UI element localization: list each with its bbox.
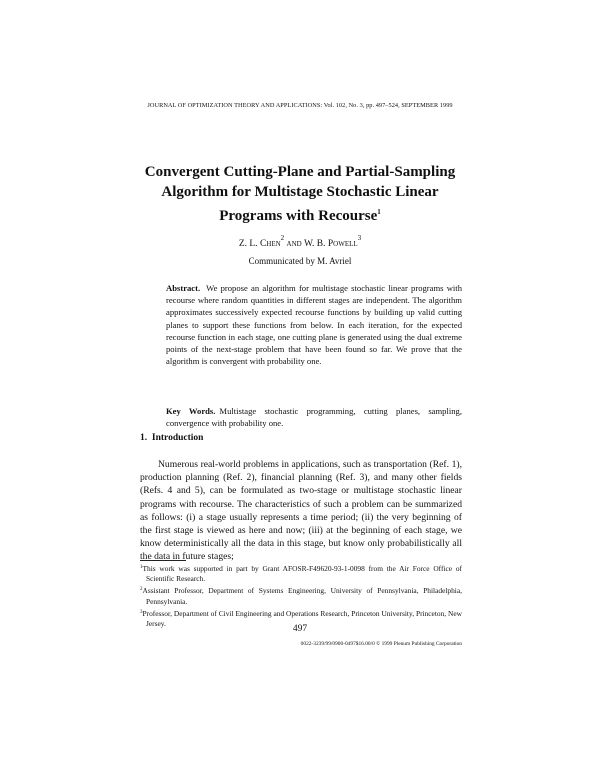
section-title: Introduction bbox=[151, 433, 204, 443]
communicated-by: Communicated by M. Avriel bbox=[248, 256, 352, 266]
author-2-initials: W. B. bbox=[303, 239, 326, 249]
running-head: JOURNAL OF OPTIMIZATION THEORY AND APPLICATIONS: Vol. 102, No. 3, pp. 497–524, SEPTEMBER 1999 bbox=[147, 102, 453, 109]
footnote-text: Professor, Department of Civil Engineering and Operations Research, Princeton University, Princeton, New Jersey. bbox=[142, 608, 462, 629]
page-number: 497 bbox=[292, 624, 308, 634]
footnote-mark: 3 bbox=[140, 609, 143, 615]
footnote-mark: 1 bbox=[140, 565, 143, 570]
section-number: 1. bbox=[140, 433, 148, 443]
keywords-text: Multistage stochastic programming, cutting planes, sampling, convergence with probability one. bbox=[166, 406, 462, 429]
title-line-3 bbox=[100, 202, 500, 226]
title-line-2: Algorithm for Multistage Stochastic Linear bbox=[161, 184, 439, 200]
author-conjunction: and bbox=[286, 239, 302, 249]
footnote-mark: 2 bbox=[140, 587, 143, 593]
author-2-mark: 3 bbox=[357, 234, 362, 242]
copyright-line: 0022-3239/99/0900-0497$16.00/0 © 1999 Plenum Publishing Corporation bbox=[300, 641, 462, 647]
article-title bbox=[100, 162, 500, 226]
keywords bbox=[166, 405, 462, 429]
author-1-mark: 2 bbox=[280, 234, 285, 242]
author-2-surname: Powell bbox=[327, 239, 358, 249]
title-line-3-text: Programs with Recourse bbox=[219, 208, 378, 224]
body-paragraph: Numerous real-world problems in applications, such as transportation (Ref. 1), production planning (Ref. 2), financial planning (Ref. 3), and many other fields (Refs. 4 and 5), can be formulated as two-stage or multistage stochastic linear programs with recourse. The characteristics of such a problem can be summarized as follows: (i) a stage usually represents a time period; (ii) the very beginning of the first stage is viewed as here and now; (iii) at the beginning of each stage, we know deterministically all the data in this stage, but know only probabilistically all the data in future stages; bbox=[140, 459, 462, 563]
abstract-text: We propose an algorithm for multistage stochastic linear programs with recourse where random quantities in different stages are independent. The algorithm approximates successively expected recourse functions by building up valid cutting planes to support these functions from below. In each iteration, for the expected recourse function in each stage, one cutting plane is generated using the dual extreme points of the next-stage problem that have been found so far. We prove that the algorithm is convergent with probability one. bbox=[166, 283, 462, 367]
footnote-text: Assistant Professor, Department of Systems Engineering, University of Pennsylvania, Philadelphia, Pennsylvania. bbox=[142, 586, 462, 606]
footnote-text: This work was supported in part by Grant AFOSR-F49620-93-1-0098 from the Air Force Office of Scientific Research. bbox=[142, 564, 462, 584]
title-line-1: Convergent Cutting-Plane and Partial-Sampling bbox=[144, 164, 456, 180]
title-footnote-mark: 1 bbox=[377, 208, 381, 216]
section-heading bbox=[140, 433, 203, 443]
abstract-label: Abstract. bbox=[166, 283, 201, 293]
keywords-label: Key Words. bbox=[166, 406, 216, 416]
footnotes bbox=[140, 563, 462, 630]
footnote bbox=[140, 563, 462, 584]
abstract bbox=[166, 282, 462, 367]
footnote-rule bbox=[140, 560, 186, 561]
footnote bbox=[140, 585, 462, 606]
author-1-surname: Chen bbox=[259, 239, 281, 249]
author-line bbox=[100, 234, 500, 249]
author-1-initials: Z. L. bbox=[238, 239, 258, 249]
